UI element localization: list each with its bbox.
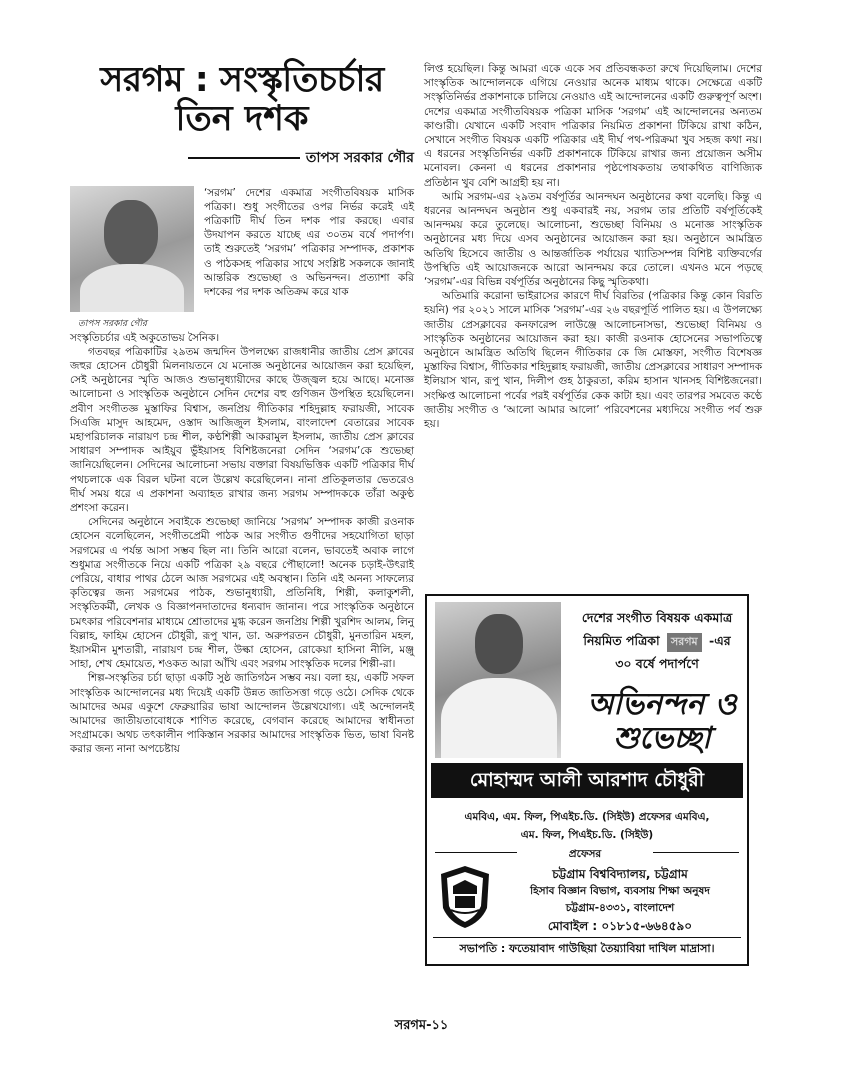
left-paragraph-3: শিল্প-সংস্কৃতির চর্চা ছাড়া একটি সুষ্ঠ জাতিগঠন সম্ভব নয়। বলা হয়, একটি সফল সাংস্কৃতিক আন্দোলনের মধ্য দিয়েই একটি উন্নত জাতিসত্তা গড়ে ওঠে। সেদিক থেকে আমাদের অমর একুশে ফেব্রুয়ারির ভাষা আন্দোলন উল্লেখযোগ্য। এই অন্দোলনই আমাদের জাতীয়তাবোধকে শাণিত করেছে, বেগবান করেছে আমাদের স্বাধীনতা সংগ্রামকে। অথচ তৎকালীন পাকিস্তান সরকার আমাদের সাংস্কৃতিক ভিত, ভাষা বিনষ্ট করার জন্য নানা অপচেষ্টায় [70, 672, 414, 756]
university-name: চট্টগ্রাম বিশ্ববিদ্যালয়, চট্টগ্রাম [552, 867, 688, 881]
byline-rule [188, 157, 300, 159]
magazine-name-logo: সরগম [667, 633, 702, 652]
left-column [70, 62, 414, 757]
university-logo-icon [437, 864, 493, 930]
intro-tail: সংস্কৃতিচর্চার এই অকুতোভয় সৈনিক। [70, 331, 220, 344]
photo-body-shape [80, 264, 184, 312]
mobile-number: মোবাইল : ০১৮১৫-৬৬৪৫৯০ [547, 919, 693, 933]
author-photo-block [70, 186, 194, 331]
left-paragraph-1: গতবছর পত্রিকাটির ২৯তম জন্মদিন উপলক্ষ্যে রাজধানীর জাতীয় প্রেস ক্লাবের জহুর হোসেন চৌধুরী মিলনায়তনে যে মনোজ্ঞ অনুষ্ঠানের আয়োজন করা হয়েছিল, সেই অনুষ্ঠানের স্মৃতি আজও শুভানুধ্যায়ীদের কাছে উজ্জ্বল হয়ে আছে। মনোজ্ঞ আলোচনা ও সাংস্কৃতিক অনুষ্ঠানে সেদিন দেশের বহু গুণিজন উপস্থিত হয়েছিলেন। প্রবীণ সংগীতজ্ঞ মুস্তাফির বিশ্বাস, জনপ্রিয় গীতিকার শহিদুল্লাহ ফরায়জী, সাবেক সিএজি মাসুদ আহমেদ, ওস্তাদ আজিজুল ইসলাম, বাংলাদেশ বেতারের সাবেক মহাপরিচালক নারায়ণ চন্দ্র শীল, কণ্ঠশিল্পী আকরামুল ইসলাম, জাতীয় প্রেস ক্লাবের সাধারণ সম্পাদক আইয়ুব ভুঁইয়াসহ বিশিষ্টজনেরা সেদিন ‘সরগম’কে শুভেচ্ছা জানিয়েছিলেন। সেদিনের আলোচনা সভায় বক্তারা বিষয়ভিত্তিক একটি পত্রিকার দীর্ঘ পথচলাকে এক বিরল ঘটনা বলে উল্লেখ করেছিলেন। নানা প্রতিকূলতার ভেতরেও দীর্ঘ সময় ধরে এ প্রকাশনা অব্যাহত রাখার জন্য সরগম সম্পাদককে তাঁরা অকুণ্ঠ প্রশংসা করেন। [70, 345, 414, 514]
title-line-1: সরগম : সংস্কৃতিচর্চার [100, 60, 384, 100]
article-title [70, 62, 414, 138]
greeting-advertisement [425, 594, 749, 966]
ad-heading-line-3: ৩০ বর্ষে পদার্পণে [615, 656, 699, 671]
photo-head-shape [104, 200, 158, 266]
author-photo [70, 186, 194, 312]
byline [70, 146, 414, 170]
degrees-line-2: এম. ফিল, পিএইচ.ডি. (সিইউ) [520, 829, 654, 841]
advertiser-name: মোহাম্মদ আলী আরশাদ চৌধুরী [431, 763, 743, 798]
degrees-line-1: এমবিএ, এম. ফিল, পিএইচ.ডি. (সিইউ) প্রফেসর এমবিএ, [464, 811, 710, 823]
left-paragraph-2: সেদিনের অনুষ্ঠানে সবাইকে শুভেচ্ছা জানিয়ে ‘সরগম’ সম্পাদক কাজী রওনাক হোসেন বলেছিলেন, সংগীতপ্রেমী পাঠক আর সংগীত গুণীদের সহযোগিতা ছাড়া সরগমের এ পর্যন্ত আসা সম্ভব ছিল না। তিনি আরো বলেন, ভাবতেই অবাক লাগে শুধুমাত্র সংগীতকে নিয়ে একটি পত্রিকা ২৯ বছরে পৌছালো! অনেক চড়াই-উৎরাই পেরিয়ে, বাধার পাথর ঠেলে আজ সরগমের এই অবস্থান। তিনি এই অনন্য সাফল্যের কৃতিত্বের জন্য সরগমের পাঠক, শুভানুধ্যায়ী, প্রতিনিধি, শিল্পী, কলাকুশলী, সংস্কৃতিকর্মী, লেখক ও বিজ্ঞাপনদাতাদের ধন্যবাদ জানান। পরে সাংস্কৃতিক অনুষ্ঠানে চমৎকার পরিবেশনার মাধ্যমে শ্রোতাদের মুগ্ধ করেন জনপ্রিয় শিল্পী খুরশিদ আলম, লিনু বিল্লাহ, ফাহিম হোসেন চৌধুরী, রূপু খান, ডা. অরুপরতন চৌধুরী, মুনতারিন মহল, ইয়াসমীন মুশতারী, নারায়ণ চন্দ্র শীল, উল্কা হোসেন, রোকেয়া হাসিনা নীলি, মঞ্জু সাহা, শেখ হেমায়েত, শওকত আরা আঁখি এবং সরগম সাংস্কৃতিক দলের শিল্পী-রা। [70, 516, 414, 671]
greeting-line-1: অভিনন্দন ও [587, 687, 737, 722]
ad-heading-line-2 [567, 633, 747, 653]
intro-paragraph: ‘সরগম’ দেশের একমাত্র সংগীতবিষয়ক মাসিক পত্রিকা। শুধু সংগীতের ওপর নির্ভর করেই এই পত্রিকাটি দীর্ঘ তিন দশক পার করছে। এবার উদযাপন করতে যাচ্ছে এর ৩০তম বর্ষে পদার্পণ। তাই শুরুতেই ‘সরগম’ পত্রিকার সম্পাদক, প্রকাশক ও পাঠকসহ পত্রিকার সাথে সংশ্লিষ্ট সকলকে জানাই আন্তরিক শুভেচ্ছা ও অভিনন্দন। প্রত্যাশা করি দশকের পর দশক অতিক্রম করে যাক [204, 186, 414, 298]
advertiser-photo [435, 602, 561, 758]
title-line-2: তিন দশক [175, 98, 309, 139]
intro-text-block [204, 186, 414, 331]
ad-photo-body-shape [441, 678, 557, 758]
ad-photo-head-shape [475, 614, 523, 674]
ad-heading-line-2-before: নিয়মিত পত্রিকা [583, 633, 660, 648]
greeting-line-2: শুভেচ্ছা [613, 721, 711, 756]
department: হিসাব বিজ্ঞান বিভাগ, ব্যবসায় শিক্ষা অনুষদ [530, 885, 710, 897]
right-paragraph-1: লিপ্ত হয়েছিল। কিন্তু আমরা একে একে সব প্রতিবন্ধকতা রুখে দিয়েছিলাম। দেশের সাংস্কৃতিক আন্দোলনকে এগিয়ে নেওয়ার অনেক মাধ্যম থাকে। সেক্ষেত্রে একটি সংস্কৃতিনির্ভর প্রকাশনাকে চালিয়ে নেওয়াও এই আন্দোলনের একটি গুরুত্বপূর্ণ অংশ। দেশের একমাত্র সংগীতবিষয়ক পত্রিকা মাসিক ‘সরগম’ এই আন্দোলনের অন্যতম কাণ্ডারী। যেখানে একটি সংবাদ পত্রিকার নিয়মিত প্রকাশনা টিকিয়ে রাখা কঠিন, সেখানে সংগীত বিষয়ক একটি পত্রিকার এই দীর্ঘ পথ-পরিক্রমা খুব সহজ কথা নয়। এ ধরনের সংস্কৃতিনির্ভর একটি প্রকাশনাকে টিকিয়ে রাখার জন্য প্রয়োজন অসীম মনোবল। কেননা এ ধরনের প্রকাশনার পৃষ্ঠপোষকতায় তথাকথিত বাণিজ্যিক প্রতিষ্ঠান খুব বেশি আগ্রহী হয় না। [424, 63, 762, 189]
ad-heading-line-2-after: -এর [709, 633, 731, 648]
right-paragraph-3: অতিমারি করোনা ভাইরাসের কারণে দীর্ঘ বিরতির (পত্রিকার কিন্তু কোন বিরতি হয়নি) পর ২০২১ সালে মাসিক ‘সরগম’-এর ২৬ বছরপূর্তি পালিত হয়। এ উপলক্ষ্যে জাতীয় প্রেসক্লাবের কনফারেন্স লাউঞ্জে আলোচনাসভা, শুভেচ্ছা বিনিময় ও সাংস্কৃতিক অনুষ্ঠানের আয়োজন করা হয়। কাজী রওনাক হোসেনের সভাপতিত্বে অনুষ্ঠানে আমন্ত্রিত অতিথি ছিলেন গীতিকার কে জি মোস্তফা, সংগীত বিশেষজ্ঞ মুস্তাফির বিশ্বাস, গীতিকার শহিদুল্লাহ ফরায়জী, জাতীয় প্রেসক্লাবের সাধারণ সম্পাদক ইলিয়াস খান, রূপু খান, দিলীপ গুহ ঠাকুরতা, করিম হাসান খানসহ বিশিষ্টজনেরা। সংক্ষিপ্ত আলোচনা পর্বের পরই বর্ষপূর্তির কেক কাটা হয়। এবং তারপর সমবেত কণ্ঠে জাতীয় সংগীত ও ‘আলো আমার আলো’ পরিবেশনের মধ্যদিয়ে সংগীত পর্ব শুরু হয়। [424, 290, 762, 431]
intro-block [70, 186, 414, 331]
right-paragraph-2: আমি সরগম-এর ২৯তম বর্ষপূর্তির আনন্দঘন অনুষ্ঠানের কথা বলেছি। কিন্তু এ ধরনের আনন্দঘন অনুষ্ঠান শুধু একবারই নয়, সরগম তার প্রতিটি বর্ষপূর্তিকেই আনন্দময় করে তুলেছে। আলোচনা, শুভেচ্ছা বিনিময় ও মনোজ্ঞ সাংস্কৃতিক অনুষ্ঠানের মধ্য দিয়ে এসব অনুষ্ঠানের আয়োজন করা হয়। অনুষ্ঠানে আমন্ত্রিত অতিথি হিসেবে জাতীয় ও আন্তর্জাতিক পর্যায়ের খ্যাতিসম্পন্ন বিশিষ্ট ব্যক্তিবর্গের উপস্থিতি এই আয়োজনকে আরো আনন্দময় করে তোলে। এখনও মনে পড়ছে ‘সরগম’-এর বিভিন্ন বর্ষপূর্তির অনুষ্ঠানের কিছু স্মৃতিকথা। [424, 190, 762, 289]
author-name: তাপস সরকার গৌর [305, 149, 414, 166]
right-column [424, 62, 762, 431]
ad-heading-line-1: দেশের সংগীত বিষয়ক একমাত্র [581, 610, 733, 625]
address: চট্টগ্রাম-৪৩৩১, বাংলাদেশ [565, 902, 675, 914]
photo-caption: তাপস সরকার গৌর [78, 318, 147, 329]
page-number: সরগম-১১ [394, 1018, 449, 1033]
designation: প্রফেসর [517, 847, 653, 864]
president-line: সভাপতি : ফতেয়াবাদ গাউছিয়া তৈয়্যাবিয়া দাখিল মাদ্রাসা। [433, 937, 741, 960]
greeting-calligraphy [577, 688, 747, 766]
